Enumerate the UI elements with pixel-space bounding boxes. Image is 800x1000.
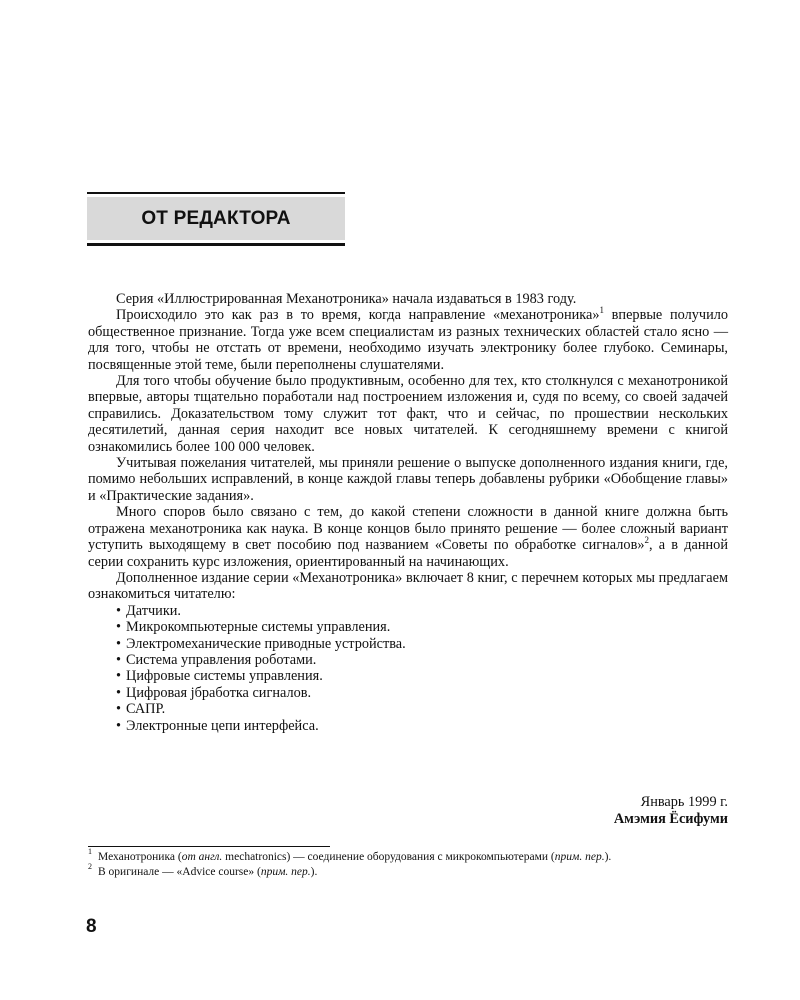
book-list-item: • Электромеханические приводные устройства. [116, 636, 728, 652]
paragraph-2-end: впервые получило общественное признание. Тогда уже всем специалистам из разных технических областей стало ясно — для того, чтобы не отстать от времени, необходимо изучать электронику более глубоко. Семинары, посвященные этой теме, были переполнены слушателями. [88, 307, 728, 373]
chapter-heading-box [87, 192, 345, 246]
paragraph-5-start: Много споров было связано с тем, до какой степени сложности в данной книге должна быть отражена механотроника как наука. В конце концов было принято решение — более сложный вариант уступить выходящему в свет пособию под названием «Советы по обработке сигналов» [88, 504, 728, 554]
footnote-1-mark: 1 [88, 847, 92, 856]
footnote-1-italic-a: от англ. [181, 851, 223, 863]
book-list-item: • Электронные цепи интерфейса. [116, 718, 728, 734]
paragraph-2-start: Происходило это как раз в то время, когда направление «механотроника» [116, 307, 600, 324]
book-list-item: • Цифровые системы управления. [116, 668, 728, 684]
footnote-1-text-a: Механотроника ( [98, 851, 182, 863]
footnote-2-mark: 2 [88, 862, 92, 871]
book-list-item: • Микрокомпьютерные системы управления. [116, 619, 728, 635]
book-list-item: • Система управления роботами. [116, 652, 728, 668]
footnote-1-italic-b: прим. пер. [554, 851, 605, 863]
footnote-1-text-c: ). [604, 851, 612, 863]
book-list-item: • Датчики. [116, 603, 728, 619]
paragraph-5 [88, 504, 728, 570]
paragraph-2 [88, 307, 728, 373]
page-number: 8 [86, 916, 97, 937]
footnote-2-text-a: В оригинале — «Advice course» ( [98, 866, 261, 878]
heading-top-rule [87, 192, 345, 194]
paragraph-3: Для того чтобы обучение было продуктивным, особенно для тех, кто столкнулся с механотроникой впервые, авторы тщательно поработали над построением изложения и, судя по всему, со своей задачей справились. Доказательством тому служит тот факт, что и сейчас, по прошествии нескольких десятилетий, данная серия находит все новых читателей. К сегодняшнему времени с книгой ознакомились более 100 000 человек. [88, 373, 728, 455]
footnote-2 [88, 862, 728, 880]
footnote-ref-1[interactable]: 1 [599, 305, 604, 316]
signature-date: Январь 1999 г. [640, 794, 728, 810]
footnote-1-text-b: mechatronics) — соединение оборудования с микрокомпьютерами ( [222, 851, 555, 863]
footnotes [88, 847, 728, 880]
chapter-title: ОТ РЕДАКТОРА [141, 207, 291, 229]
footnote-2-italic: прим. пер. [260, 866, 311, 878]
paragraph-4: Учитывая пожелания читателей, мы приняли решение о выпуске дополненного издания книги, где, помимо небольших исправлений, в конце каждой главы теперь добавлены рубрики «Обобщение главы» и «Практические задания». [88, 455, 728, 504]
heading-fill [87, 197, 345, 240]
footnote-separator [88, 846, 330, 847]
book-list-item: • Цифровая jбработка сигналов. [116, 685, 728, 701]
signature-author: Амэмия Ёсифуми [613, 811, 728, 827]
book-list-item: • САПР. [116, 701, 728, 717]
book-list [88, 603, 728, 734]
body-text [88, 291, 728, 734]
paragraph-6: Дополненное издание серии «Механотроника» включает 8 книг, с перечнем которых мы предлагаем ознакомиться читателю: [88, 569, 728, 603]
signature-block [614, 794, 728, 828]
paragraph-1: Серия «Иллюстрированная Механотроника» начала издаваться в 1983 году. [116, 291, 577, 307]
paragraph-5-end: , а в данной серии сохранить курс изложения, ориентированный на начинающих. [88, 537, 728, 570]
footnote-ref-2[interactable]: 2 [644, 535, 649, 546]
footnote-2-text-b: ). [310, 866, 318, 878]
heading-bottom-rule [87, 243, 345, 246]
footnote-1 [88, 847, 728, 865]
